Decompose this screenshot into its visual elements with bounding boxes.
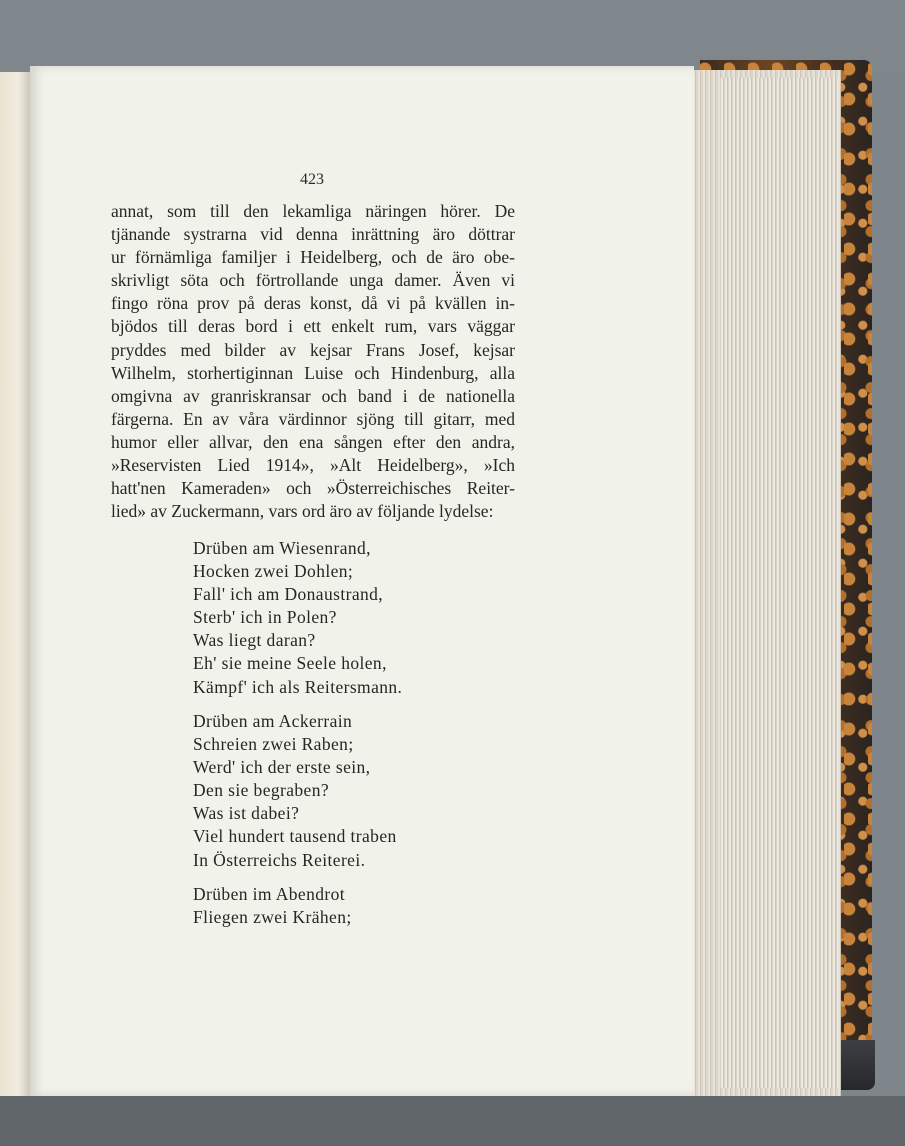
poem-verse: Eh' sie meine Seele holen, [193, 653, 387, 674]
poem-verse: Kämpf' ich als Reitersmann. [193, 676, 403, 697]
poem-stanza-3 [193, 883, 493, 929]
prose-line: omgivna av granriskransar och band i de nationella [111, 385, 515, 406]
prose-line: skrivligt söta och förtrollande unga damer. Även vi [111, 270, 515, 291]
poem-stanza-2 [193, 710, 493, 872]
poem-verse: Hocken zwei Dohlen; [193, 561, 354, 582]
prose-line: lied» av Zuckermann, vars ord äro av följande lydelse: [111, 501, 494, 522]
poem-verse: Was liegt daran? [193, 630, 316, 651]
poem-verse: In Österreichs Reiterei. [193, 849, 366, 870]
page-number: 423 [300, 171, 324, 188]
poem-verse: Drüben am Ackerrain [193, 711, 353, 731]
prose-line: Wilhelm, storhertiginnan Luise och Hindenburg, alla [111, 362, 515, 383]
poem-stanza-1 [193, 537, 493, 699]
prose-line: fingo röna prov på deras konst, då vi på kvällen in- [111, 293, 515, 314]
prose-line: färgerna. En av våra värdinnor sjöng till gitarr, med [111, 408, 515, 429]
poem-verse: Was ist dabei? [193, 803, 300, 824]
prose-line: hatt'nen Kameraden» och »Österreichisches Reiter- [111, 478, 515, 499]
poem-verse: Sterb' ich in Polen? [193, 607, 337, 628]
prose-line: annat, som till den lekamliga näringen hörer. De [111, 201, 515, 221]
prose-line: ur förnämliga familjer i Heidelberg, och de äro obe- [111, 247, 515, 268]
poem-verse: Den sie begraben? [193, 780, 330, 801]
page-edges-texture [720, 78, 838, 1088]
poem-verse: Drüben im Abendrot [193, 884, 346, 904]
prose-line: tjänande systrarna vid denna inrättning äro döttrar [111, 224, 515, 245]
poem-verse: Fliegen zwei Krähen; [193, 907, 352, 928]
poem-verse: Werd' ich der erste sein, [193, 757, 371, 778]
poem-verse: Fall' ich am Donaustrand, [193, 584, 384, 605]
prose-line: pryddes med bilder av kejsar Frans Josef, kejsar [111, 339, 515, 360]
poem-verse: Viel hundert tausend traben [193, 826, 397, 847]
poem-verse: Drüben am Wiesenrand, [193, 538, 371, 558]
prose-line: bjödos till deras bord i ett enkelt rum, vars väggar [111, 316, 515, 337]
backdrop-bottom [0, 1096, 905, 1146]
facing-page [0, 72, 30, 1096]
poem-verse: Schreien zwei Raben; [193, 734, 354, 755]
prose-paragraph [111, 200, 515, 523]
prose-line: humor eller allvar, den ena sången efter den andra, [111, 431, 515, 452]
prose-line: »Reservisten Lied 1914», »Alt Heidelberg», »Ich [111, 455, 515, 476]
